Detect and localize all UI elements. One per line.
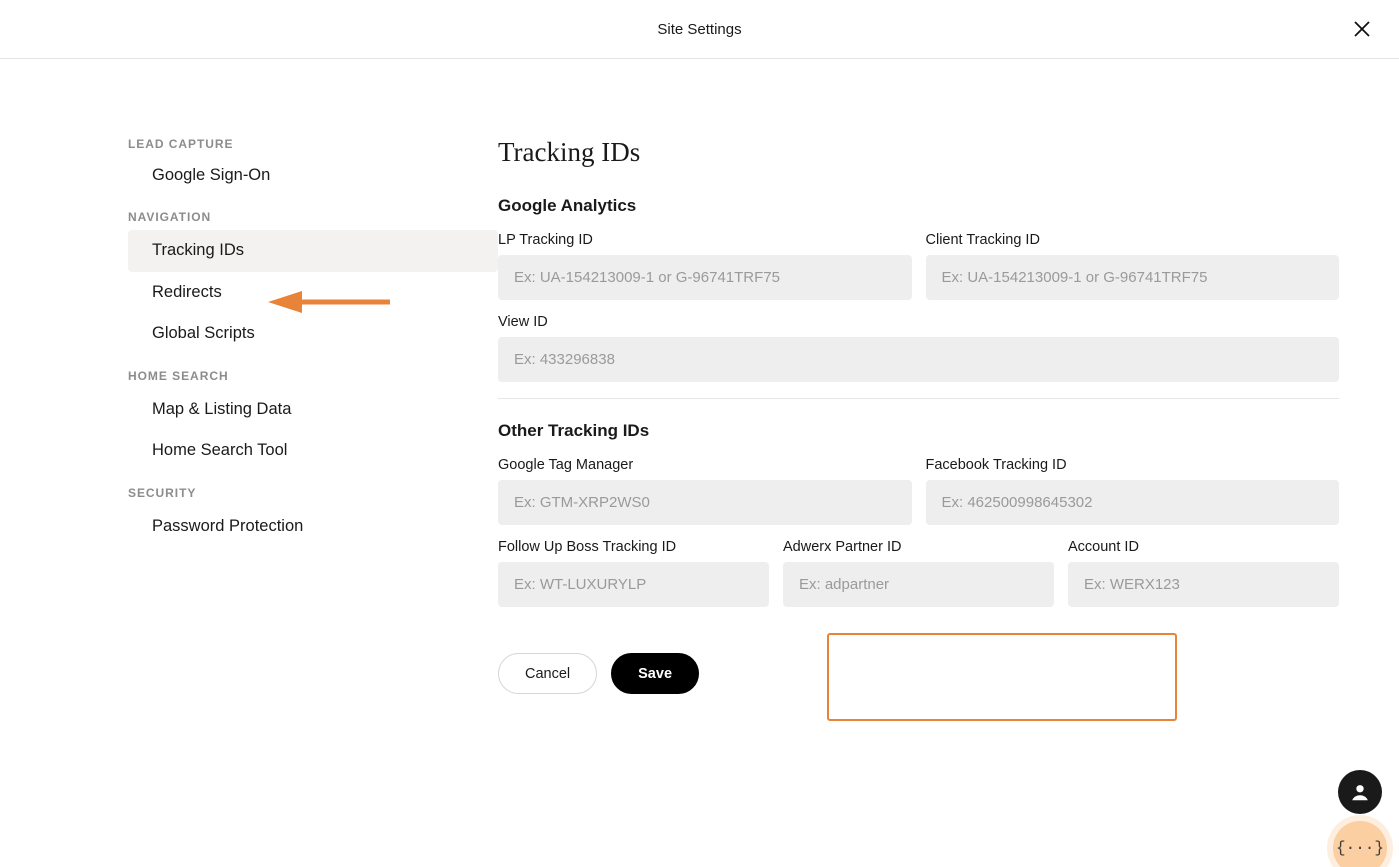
- field-view-id: [498, 314, 1339, 382]
- form-actions: [498, 653, 1339, 694]
- google-tag-manager-input[interactable]: [498, 480, 912, 525]
- field-client-tracking-id: [926, 232, 1340, 300]
- cancel-button[interactable]: Cancel: [498, 653, 597, 694]
- field-follow-up-boss-tracking-id: [498, 539, 769, 607]
- sidebar-item-label: Tracking IDs: [152, 241, 244, 260]
- field-lp-tracking-id: [498, 232, 912, 300]
- other-tracking-ids-heading: Other Tracking IDs: [498, 421, 650, 440]
- field-label: Google Tag Manager: [498, 457, 634, 473]
- sidebar-item-tracking-ids[interactable]: [128, 230, 498, 271]
- account-id-input[interactable]: [1068, 562, 1339, 607]
- field-label: Account ID: [1068, 539, 1139, 555]
- field-google-tag-manager: [498, 457, 912, 525]
- sidebar-item-label: Google Sign-On: [152, 166, 271, 184]
- sidebar-group-label: NAVIGATION: [128, 210, 212, 225]
- field-account-id: [1068, 539, 1339, 607]
- field-label: View ID: [498, 314, 548, 330]
- sidebar-group-security: [128, 486, 498, 547]
- sidebar-item-home-search-tool[interactable]: [128, 430, 498, 471]
- save-button[interactable]: Save: [611, 653, 699, 694]
- settings-main-panel: [498, 137, 1399, 694]
- sidebar-item-label: Redirects: [152, 282, 222, 301]
- view-id-input[interactable]: [498, 337, 1339, 382]
- sidebar-group-label: SECURITY: [128, 485, 197, 500]
- sidebar-item-google-sign-on[interactable]: [128, 155, 498, 196]
- sidebar-item-label: Password Protection: [152, 516, 304, 535]
- ga-row-1: [498, 232, 1339, 314]
- field-label: Follow Up Boss Tracking ID: [498, 539, 677, 555]
- sidebar-group-navigation: [128, 210, 498, 354]
- page-title: Site Settings: [657, 20, 742, 38]
- sidebar-group-label: LEAD CAPTURE: [128, 137, 234, 151]
- sidebar-group-label: HOME SEARCH: [128, 368, 229, 383]
- field-facebook-tracking-id: [926, 457, 1340, 525]
- sidebar-item-label: Map & Listing Data: [152, 399, 292, 418]
- settings-sidebar: [128, 137, 498, 694]
- section-heading: Tracking IDs: [498, 137, 641, 167]
- code-widget-label: {···}: [1335, 839, 1384, 857]
- google-analytics-heading: Google Analytics: [498, 196, 637, 215]
- section-divider: [498, 398, 1339, 399]
- sidebar-item-global-scripts[interactable]: [128, 313, 498, 354]
- other-row-1: [498, 457, 1339, 539]
- code-widget-button[interactable]: [1333, 821, 1387, 867]
- other-row-2: [498, 539, 1339, 621]
- sidebar-item-map-listing-data[interactable]: [128, 389, 498, 430]
- field-label: Adwerx Partner ID: [783, 539, 902, 555]
- sidebar-item-label: Global Scripts: [152, 324, 255, 343]
- sidebar-group-home-search: [128, 369, 498, 472]
- facebook-tracking-id-input[interactable]: [926, 480, 1340, 525]
- adwerx-partner-id-input[interactable]: [783, 562, 1054, 607]
- modal-body: [0, 59, 1399, 694]
- field-label: Client Tracking ID: [925, 232, 1040, 248]
- follow-up-boss-tracking-id-input[interactable]: [498, 562, 769, 607]
- modal-titlebar: [0, 0, 1399, 59]
- client-tracking-id-input[interactable]: [926, 255, 1340, 300]
- sidebar-item-password-protection[interactable]: [128, 506, 498, 547]
- close-icon[interactable]: [1347, 14, 1377, 44]
- lp-tracking-id-input[interactable]: [498, 255, 912, 300]
- field-label: Facebook Tracking ID: [925, 457, 1067, 473]
- sidebar-group-lead-capture: [128, 137, 498, 196]
- sidebar-item-redirects[interactable]: [128, 272, 498, 313]
- field-adwerx-partner-id: [783, 539, 1054, 607]
- field-label: LP Tracking ID: [498, 232, 593, 248]
- sidebar-item-label: Home Search Tool: [152, 441, 288, 460]
- account-circle-icon[interactable]: [1338, 770, 1382, 814]
